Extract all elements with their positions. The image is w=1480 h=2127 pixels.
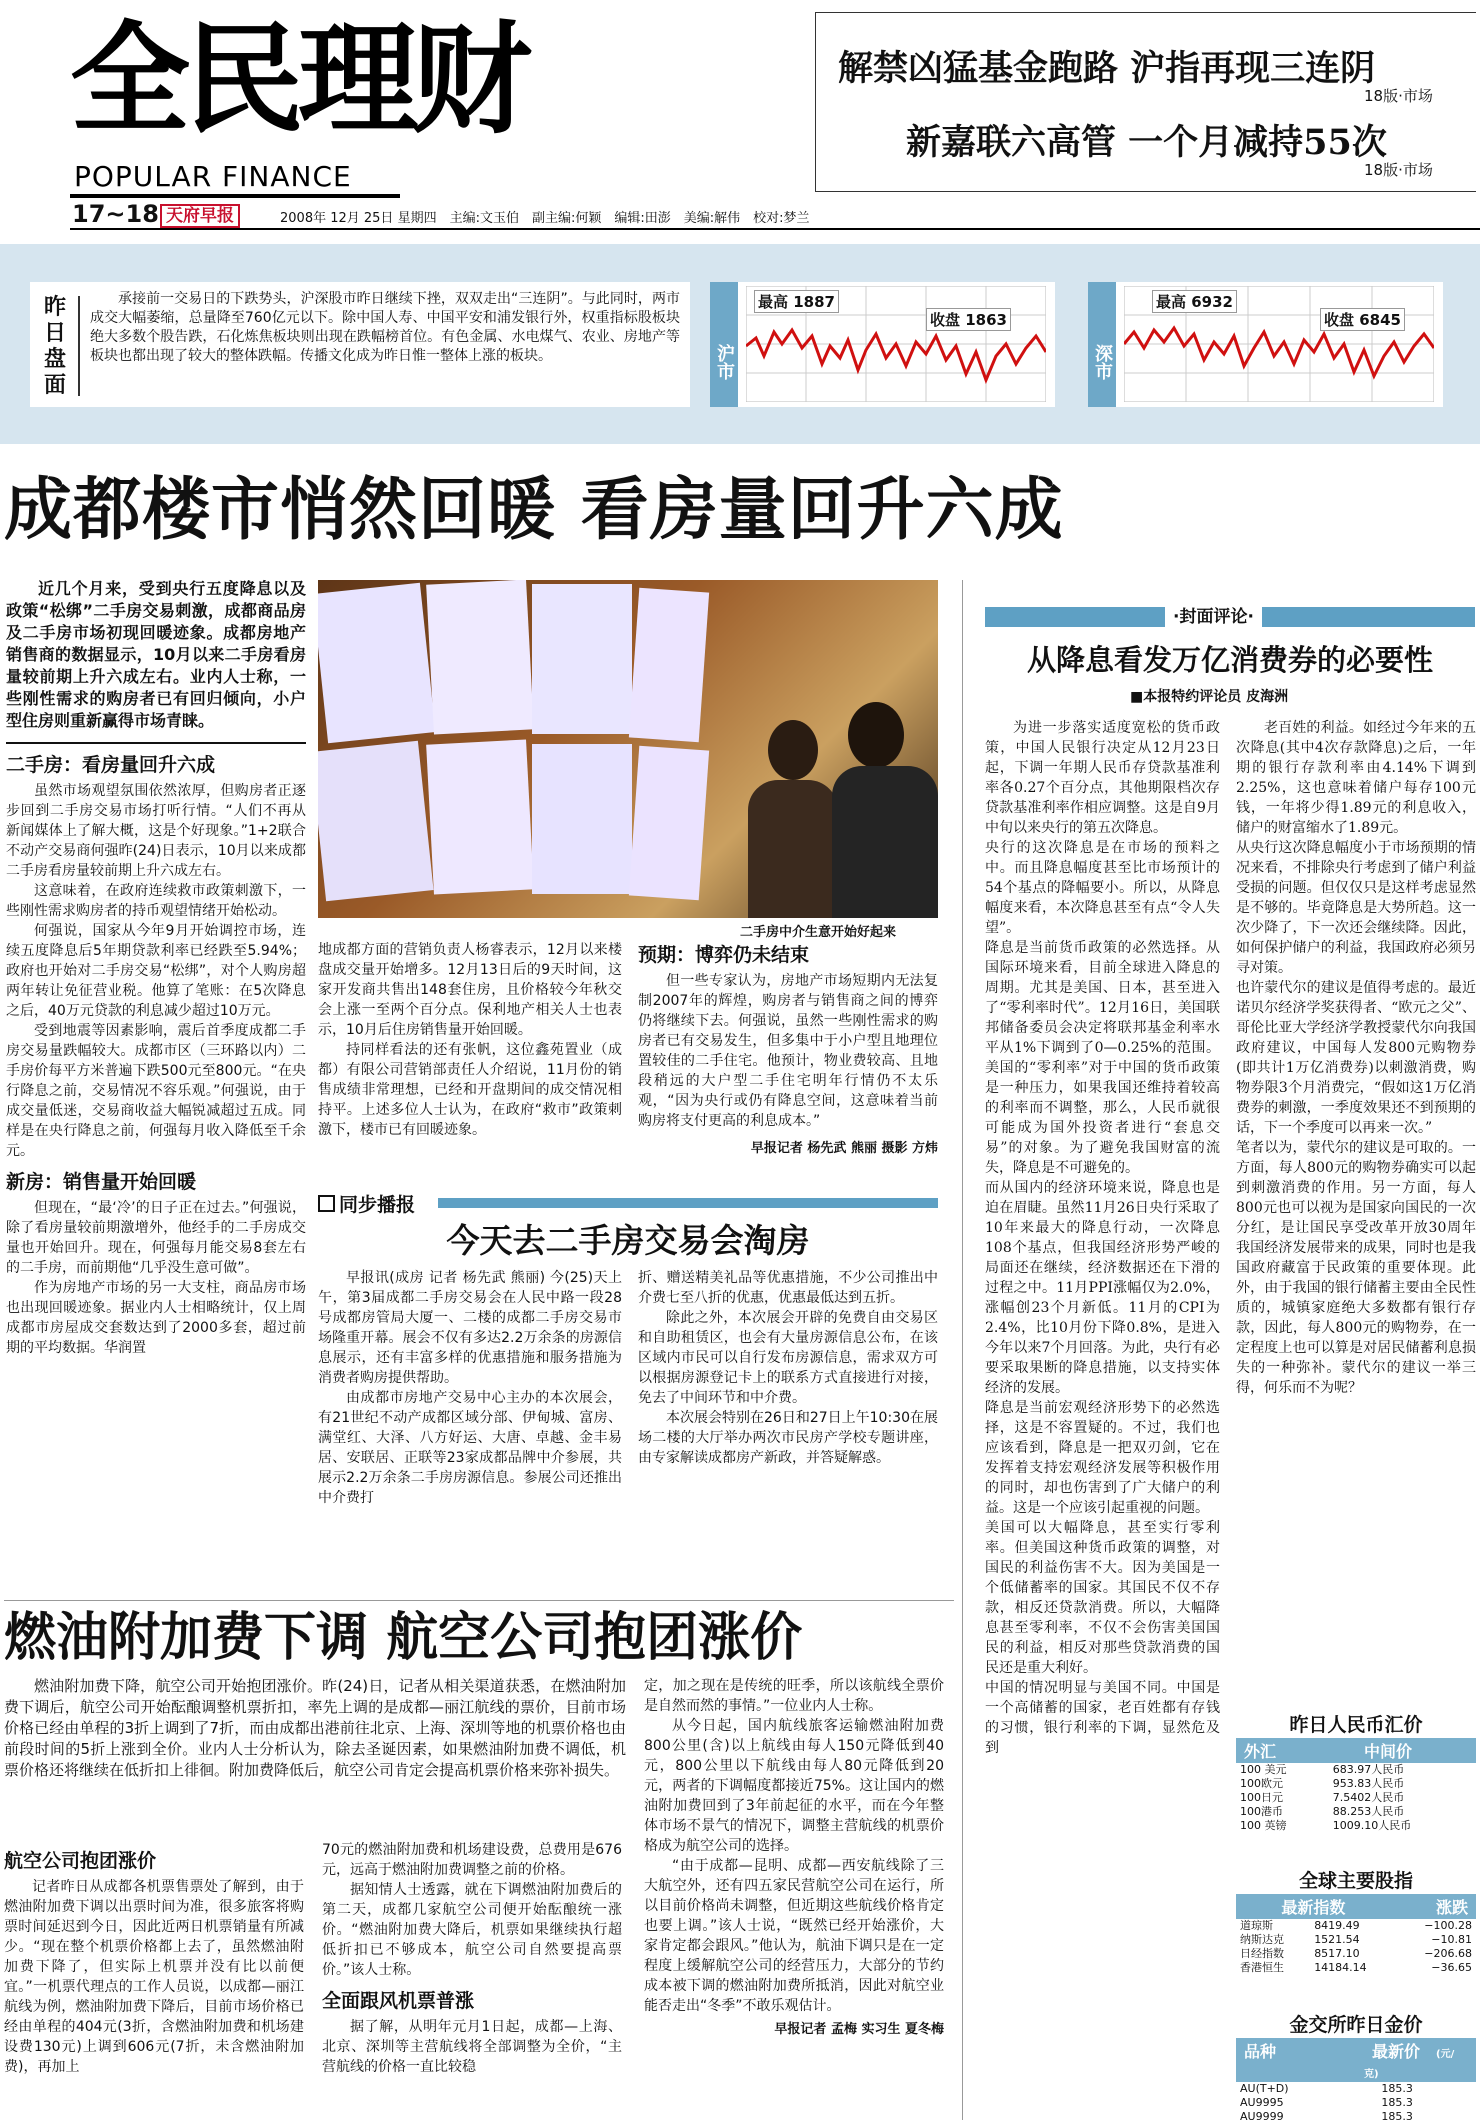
table-row [1236, 1919, 1476, 1933]
index-table [1236, 1868, 1476, 1975]
commentary-headline[interactable]: 从降息看发万亿消费券的必要性 [1026, 643, 1433, 677]
commentary-byline: ■本报特约评论员 皮海洲 [1130, 689, 1289, 705]
sync-p3: 折、赠送精美礼品等优惠措施，不少公司推出中介费七至八折的优惠，优惠最低达到五折。 [638, 1270, 938, 1306]
gold-type: AU9995 [1240, 2096, 1284, 2109]
table-row [1236, 2082, 1476, 2096]
fx-rows [1236, 1763, 1476, 1833]
index-head-1: 最新指数 [1281, 1898, 1346, 1917]
market-label: 昨日盘面 [44, 294, 67, 398]
logo-english: POPULAR FINANCE [74, 160, 352, 193]
logo: 全民理财 [70, 9, 526, 150]
sync-p1: 早报讯(成房 记者 杨先武 熊丽) 今(25)天上午，第3届成都二手房交易会在人民中路一段28号成都房管局大厦一、二楼的成都二手房交易市场隆重开幕。展会不仅有多达2.2万余条的房源信息展示，还有丰富多样的优惠措施和服务措施为消费者购房提供帮助。 [318, 1270, 622, 1386]
gold-unit: (元/克) [1364, 2049, 1455, 2080]
table-row [1236, 1805, 1476, 1819]
table-row [1236, 1933, 1476, 1947]
sync-tag-row [318, 1190, 938, 1216]
lead-p3: 何强说，国家从今年9月开始调控市场，连续五度降息后5年期贷款利率已经跌至5.94%；政府也开始对二手房交易“松绑”，对个人购房超两年转让免征营业税。他算了笔账：在5次降息之后，40万元贷款的利息减少超过10万元。 [6, 923, 306, 1019]
gold-head-2: 最新价 [1372, 2042, 1421, 2061]
table-row [1236, 1791, 1476, 1805]
index-change: −10.81 [1431, 1933, 1472, 1946]
gold-rows [1236, 2082, 1476, 2124]
logo-underline [70, 194, 400, 198]
photo-signboards [318, 580, 748, 918]
index-value: 1521.54 [1314, 1933, 1360, 1946]
masthead-rule [70, 228, 1480, 230]
lead-column-3 [638, 940, 938, 1156]
sub-second-hand: 二手房：看房量回升六成 [6, 754, 216, 776]
commentary-col-2: 老百姓的利益。如经过今年来的五次降息(其中4次存款降息)之后，一年期的银行存款利率由4.14%下调到2.25%，这也意味着储户每存100元钱，一年将少得1.89元的利息收入，储户的财富缩水了1.89元。 从央行这次降息幅度小于市场预期的情况来看，不排除央行考虑到了储户利益受损的问题。但仅仅只是这样考虑显然是不够的。毕竟降息是大势所趋。这一次少降了，下一次还会继续降。因此，如何保护储户的利益，我国政府必须另寻对策。 也许蒙代尔的建议是值得考虑的。最近诺贝尔经济学奖获得者、“欧元之父”、哥伦比亚大学经济学教授蒙代尔向我国政府建议，中国每人发800元购物券(即共计1万亿消费券)以刺激消费，购物券限3个月消费完，“假如这1万亿消费券的刺激，一季度效果还不到预期的话，下一个季度可以再来一次。” 笔者以为，蒙代尔的建议是可取的。一方面，每人800元的购物券确实可以起到刺激消费的作用。另一方面，每人800元也可以视为是国家向国民的一次分红，是让国民享受改革开放30周年我国经济发展带来的成果，同时也是我国政府藏富于民政策的重要体现。此外，由于我国的银行储蓄主要由全民性质的，城镇家庭绝大多数都有银行存款，因此，每人800元的购物券，在一定程度上也可以算是对居民储蓄利息损失的一种弥补。蒙代尔的建议一举三得，何乐而不为呢？ [1236, 720, 1476, 1396]
airline-p5: 定，加之现在是传统的旺季，所以该航线全票价是自然而然的事情。”一位业内人士称。 [644, 1678, 944, 1714]
airline-intro-box [4, 1676, 626, 1781]
fx-head-1: 外汇 [1244, 1742, 1277, 1761]
airline-byline: 早报记者 孟梅 实习生 夏冬梅 [774, 2022, 944, 2037]
fx-currency: 100 美元 [1240, 1763, 1287, 1776]
airline-p2: 70元的燃油附加费和机场建设费，总费用是676元，远高于燃油附加费调整之前的价格。 [322, 1842, 622, 1878]
lead-headline[interactable]: 成都楼市悄然回暖 看房量回升六成 [4, 470, 1064, 550]
index-name: 纳斯达克 [1240, 1933, 1284, 1946]
gold-type: AU9999 [1240, 2110, 1284, 2123]
box-headline-2-page: 18版·市场 [1364, 161, 1433, 179]
index-header [1236, 1894, 1476, 1919]
index-name: 香港恒生 [1240, 1961, 1284, 1974]
gold-price: 185.3 [1381, 2096, 1413, 2109]
sub-airline-follow: 全面跟风机票普涨 [322, 1990, 475, 2012]
lead-p4: 受到地震等因素影响，震后首季度成都二手房交易量跌幅较大。成都市区（三环路以内）二手房价每平方米普遍下跌500元至800元。“在央行降息之前，交易情况不容乐观。”何强说，由于成交量低迷，交易商收益大幅锐减超过五成。同样是在央行降息之前，何强每月收入降低至千余元。 [6, 1023, 306, 1159]
market-summary: 承接前一交易日的下跌势头，沪深股市昨日继续下挫，双双走出“三连阴”。与此同时，两市成交大幅萎缩，总量降至760亿元以下。除中国人寿、中国平安和浦发银行外，权重指标股板块绝大多数个股告跌，石化炼焦板块则出现在跌幅榜首位。有色金属、水电煤气、农业、房地产等板块也都出现了较大的整体跌幅。传播文化成为昨日惟一整体上涨的板块。 [90, 291, 680, 364]
sync-column-2 [638, 1268, 938, 1468]
airline-p6: 从今日起，国内航线旅客运输燃油附加费800公里(含)以上航线由每人150元降低到40元，800公里以下航线由每人80元降低到20元，两者的下调幅度都接近75%。这让国内的燃油附加费回到了3年前起征的水平，而在今年整体市场不景气的情况下，调整主营航线的机票价格成为航空公司的选择。 [644, 1718, 944, 1854]
airline-top-rule [4, 1600, 954, 1601]
sync-p4: 除此之外，本次展会开辟的免费自由交易区和自助租赁区，也会有大量房源信息公布，在该区域内市民可以自行发布房源信息，需求双方可以根据房源登记卡上的联系方式直接进行对接，免去了中间环节和中介费。 [638, 1310, 938, 1406]
edition-info: 2008年 12月 25日 星期四 主编:文玉伯 副主编:何颖 编辑:田澎 美编:解伟 校对:梦兰 [280, 211, 810, 226]
commentary-col-1: 为进一步落实适度宽松的货币政策，中国人民银行决定从12月23日起，下调一年期人民币存贷款基准利率各0.27个百分点，其他期限档次存贷款基准利率作相应调整。这是自9月中旬以来央行的第五次降息。 央行的这次降息是在市场的预料之中。而且降息幅度甚至比市场预计的54个基点的降幅要小。所以，从降息幅度来看，本次降息甚至有点“令人失望”。 降息是当前货币政策的必然选择。从国际环境来看，目前全球进入降息的周期。尤其是美国、日本，甚至进入了“零利率时代”。12月16日，美国联邦储备委员会决定将联邦基金利率水平从1%下调到了0—0.25%的范围。美国的“零利率”对于中国的货币政策是一种压力，如果我国还维持着较高的利率而不调整，那么，人民币就很可能成为国外投资者进行“套息交易”的对象。为了避免我国财富的流失，降息是不可避免的。 而从国内的经济环境来说，降息也是迫在眉睫。虽然11月26日央行采取了10年来最大的降息行动，一次降息108个基点，但我国经济形势严峻的局面还在继续，经济数据还在下滑的过程之中。11月PPI涨幅仅为2.0%，涨幅创23个月新低。11月的CPI为2.4%，比10月份下降0.8%，是进入今年以来7个月回落。为此，央行有必要采取果断的降息措施，以支持实体经济的发展。 降息是当前宏观经济形势下的必然选择，这是不容置疑的。不过，我们也应该看到，降息是一把双刃剑，它在发挥着支持宏观经济发展等积极作用的同时，却也伤害到了广大储户的利益。这是一个应该引起重视的问题。 美国可以大幅降息，甚至实行零利率。但美国这种货币政策的调整，对国民的利益伤害不大。因为美国是一个低储蓄率的国家。其国民不仅不存款，相反还贷款消费。所以，大幅降息甚至零利率，不仅不会伤害美国国民的利益，相反对那些贷款消费的国民还是重大利好。 中国的情况明显与美国不同。中国是一个高储蓄的国家，老百姓都有存钱的习惯，银行利率的下调，显然危及到 [985, 720, 1220, 1756]
commentary-tag-bar [985, 607, 1475, 627]
sz-close: 收盘 6845 [1320, 308, 1405, 331]
index-value: 8419.49 [1314, 1919, 1360, 1932]
sh-chart-box [710, 282, 1055, 407]
sz-high: 最高 6932 [1152, 290, 1237, 313]
gold-price: 185.3 [1381, 2110, 1413, 2123]
gold-price: 185.3 [1381, 2082, 1413, 2095]
sync-headline[interactable]: 今天去二手房交易会淘房 [446, 1221, 810, 1260]
commentary-tag: ·封面评论· [1165, 605, 1262, 629]
masthead [0, 0, 1480, 230]
table-row [1236, 2110, 1476, 2124]
page-numbers: 17~18 [72, 200, 159, 228]
fx-header [1236, 1738, 1476, 1763]
sh-close: 收盘 1863 [926, 308, 1011, 331]
airline-p1: 记者昨日从成都各机票售票处了解到，由于燃油附加费下调以出票时间为准，很多旅客将购票时间延迟到今日，因此近两日机票销量有所减少。“现在整个机票价格都上去了，虽然燃油附加费下降了，但实际上机票并没有比以前便宜。”一机票代理点的工作人员说，以成都—丽江航线为例，燃油附加费下降后，目前市场价格已经由单程的404元(3折，含燃油附加费和机场建设费130元)上调到606元(7折，未含燃油附加费)，再加上 [4, 1879, 304, 2075]
sync-p2: 由成都市房地产交易中心主办的本次展会，有21世纪不动产成都区域分部、伊甸城、富房、满堂红、大泽、八方好运、大唐、卓越、金丰易居、安联居、正联等23家成都品牌中介参展，共展示2.2万余条二手房房源信息。参展公司还推出中介费打 [318, 1390, 622, 1506]
market-panel [0, 244, 1480, 444]
fx-rate: 953.83人民币 [1332, 1777, 1405, 1790]
table-row [1236, 1777, 1476, 1791]
airline-column-2 [322, 1840, 622, 2077]
lead-column-2 [318, 940, 622, 1140]
lead-photo [318, 580, 938, 918]
column-divider [962, 580, 963, 2120]
fx-table [1236, 1712, 1476, 1833]
sync-tag-bar [438, 1198, 938, 1208]
market-text-box [30, 282, 690, 407]
fx-head-2: 中间价 [1364, 1742, 1413, 1761]
headline-box [815, 12, 1476, 192]
box-headline-1[interactable]: 解禁凶猛基金跑路 沪指再现三连阴 [838, 48, 1376, 89]
paper-name: 天府早报 [160, 204, 240, 228]
table-row [1236, 1961, 1476, 1975]
lead-p7: 地成都方面的营销负责人杨睿表示，12月以来楼盘成交量开始增多。12月13日后的9天时间，这家开发商共售出148套住房，且价格较今年秋交会上涨一至两个百分点。保利地产相关人士也表示，10月后住房销售量开始回暖。 [318, 942, 622, 1038]
fx-rate: 683.97人民币 [1332, 1763, 1405, 1776]
table-row [1236, 1763, 1476, 1777]
fx-currency: 100港币 [1240, 1805, 1283, 1818]
lead-p2: 这意味着，在政府连续救市政策刺激下，一些刚性需求购房者的持币观望情绪开始松动。 [6, 883, 306, 919]
sh-high: 最高 1887 [754, 290, 839, 313]
fx-rate: 88.253人民币 [1332, 1805, 1405, 1818]
airline-p7: “由于成都—昆明、成都—西安航线除了三大航空外，还有四五家民营航空公司在运行，所以目前价格尚未调整，但近期这些航线价格肯定也要上调。”该人士说，“既然已经开始涨价，大家肯定都会跟风。”他认为，航油下调只是在一定程度上缓解航空公司的经营压力，大部分的节约成本被下调的燃油附加费所抵消，因此对航空业能否走出“冬季”不敢乐观估计。 [644, 1858, 944, 2014]
gold-title: 金交所昨日金价 [1289, 2014, 1423, 2036]
gold-head-1: 品种 [1244, 2042, 1277, 2061]
airline-column-3 [644, 1676, 944, 2037]
index-value: 8517.10 [1314, 1947, 1360, 1960]
market-label-rule [78, 296, 80, 396]
lead-p1: 虽然市场观望氛围依然浓厚，但购房者正逐步回到二手房交易市场打听行情。“人们不再从新闻媒体上了解大概，这是个好现象。”1+2联合不动产交易商何强昨(24)日表示，10月以来成都二手房看房量较前期上升六成左右。 [6, 783, 306, 879]
airline-column-1 [4, 1840, 304, 2077]
airline-intro: 燃油附加费下降，航空公司开始抱团涨价。昨(24)日，记者从相关渠道获悉，在燃油附加费下调后，航空公司开始酝酿调整机票折扣，率先上调的是成都—丽江航线的票价，目前市场价格已经由单程的3折上调到了7折，而由成都出港前往北京、上海、深圳等地的机票价格也由前段时间的5折上涨到全价。业内人士分析认为，除去圣诞因素，如果燃油附加费不调低，机票价格还将继续在低折扣上徘徊。附加费降低后，航空公司肯定会提高机票价格来弥补损失。 [4, 1677, 626, 1779]
lead-p6: 作为房地产市场的另一大支柱，商品房市场也出现回暖迹象。据业内人士相略统计，仅上周成都市房屋成交套数达到了2000多套，超过前期的平均数据。华润置 [6, 1280, 306, 1356]
sync-p5: 本次展会特别在26日和27日上午10:30在展场二楼的大厅举办两次市民房产学校专题讲座，由专家解读成都房产新政，并答疑解惑。 [638, 1410, 938, 1466]
sz-label: 深市 [1088, 282, 1116, 407]
sub-expectation: 预期：博弈仍未结束 [638, 944, 810, 966]
lead-intro: 近几个月来，受到央行五度降息以及政策“松绑”二手房交易刺激，成都商品房及二手房市场初现回暖迹象。成都房地产销售商的数据显示，10月以来二手房看房量较前期上升六成左右。业内人士称，一些刚性需求的购房者已有回归倾向，小户型住房则重新赢得市场青睐。 [6, 579, 306, 730]
index-change: −206.68 [1424, 1947, 1472, 1960]
sync-tag-label: 同步播报 [339, 1194, 416, 1216]
index-change: −100.28 [1424, 1919, 1472, 1932]
box-headline-2[interactable]: 新嘉联六高管 一个月减持55次 [906, 122, 1387, 163]
index-head-2: 涨跌 [1435, 1898, 1468, 1917]
gold-table [1236, 2012, 1476, 2124]
gold-header [1236, 2038, 1476, 2082]
fx-rate: 1009.10人民币 [1332, 1819, 1412, 1832]
fx-currency: 100 英镑 [1240, 1819, 1287, 1832]
airline-p4: 据了解，从明年元月1日起，成都—上海、北京、深圳等主营航线将全部调整为全价，“主营航线的价格一直比较稳 [322, 2019, 622, 2075]
lead-p8: 持同样看法的还有张帆，这位鑫苑置业（成都）有限公司营销部责任人介绍说，11月份的销售成绩非常理想，已经和开盘期间的成交情况相持平。上述多位人士认为，在政府“救市”政策刺激下，楼市已有回暖迹象。 [318, 1042, 622, 1138]
lead-column-1 [6, 578, 306, 1358]
sz-chart-box [1088, 282, 1443, 407]
fx-title: 昨日人民币汇价 [1289, 1714, 1423, 1736]
index-name: 道琼斯 [1240, 1919, 1273, 1932]
gold-type: AU(T+D) [1240, 2082, 1289, 2095]
index-title: 全球主要股指 [1298, 1870, 1413, 1892]
sync-tag [318, 1190, 415, 1217]
table-row [1236, 1947, 1476, 1961]
sz-index-line [1124, 328, 1434, 376]
photo-people [748, 690, 938, 918]
photo-caption: 二手房中介生意开始好起来 [740, 925, 897, 940]
airline-p3: 据知情人士透露，就在下调燃油附加费后的第二天，成都几家航空公司便开始酝酿统一涨价。“燃油附加费大降后，机票如果继续执行超低折扣已不够成本，航空公司自然要提高票价。”该人士称。 [322, 1882, 622, 1978]
sync-column-1 [318, 1268, 622, 1508]
sh-label: 沪市 [710, 282, 738, 407]
lead-byline: 早报记者 杨先武 熊丽 摄影 方炜 [750, 1141, 938, 1156]
fx-currency: 100欧元 [1240, 1777, 1283, 1790]
fx-currency: 100日元 [1240, 1791, 1283, 1804]
lead-p5: 但现在，“最‘冷’的日子正在过去。”何强说，除了看房量较前期激增外，他经手的二手房成交量也开始回升。现在，何强每月能交易8套左右的二手房，而前期他“几乎没生意可做”。 [6, 1200, 306, 1276]
intro-rule [6, 742, 306, 744]
airline-headline[interactable]: 燃油附加费下调 航空公司抱团涨价 [4, 1607, 803, 1668]
index-change: −36.65 [1431, 1961, 1472, 1974]
sub-new-house: 新房：销售量开始回暖 [6, 1171, 197, 1193]
sub-airline-raise: 航空公司抱团涨价 [4, 1850, 157, 1872]
fx-rate: 7.5402人民币 [1332, 1791, 1405, 1804]
index-name: 日经指数 [1240, 1947, 1284, 1960]
table-row [1236, 2096, 1476, 2110]
table-row [1236, 1819, 1476, 1833]
lead-p9: 但一些专家认为，房地产市场短期内无法复制2007年的辉煌，购房者与销售商之间的博弈仍将继续下去。何强说，虽然一些刚性需求的购房者已有交易发生，但多集中于小户型且地理位置较佳的二手住宅。他预计，物业费较高、且地段稍远的大户型二手住宅明年行情仍不太乐观，“因为央行或仍有降息空间，这意味着当前购房将支付更高的利息成本。” [638, 973, 938, 1129]
box-headline-1-page: 18版·市场 [1364, 87, 1433, 105]
index-value: 14184.14 [1314, 1961, 1367, 1974]
index-rows [1236, 1919, 1476, 1975]
